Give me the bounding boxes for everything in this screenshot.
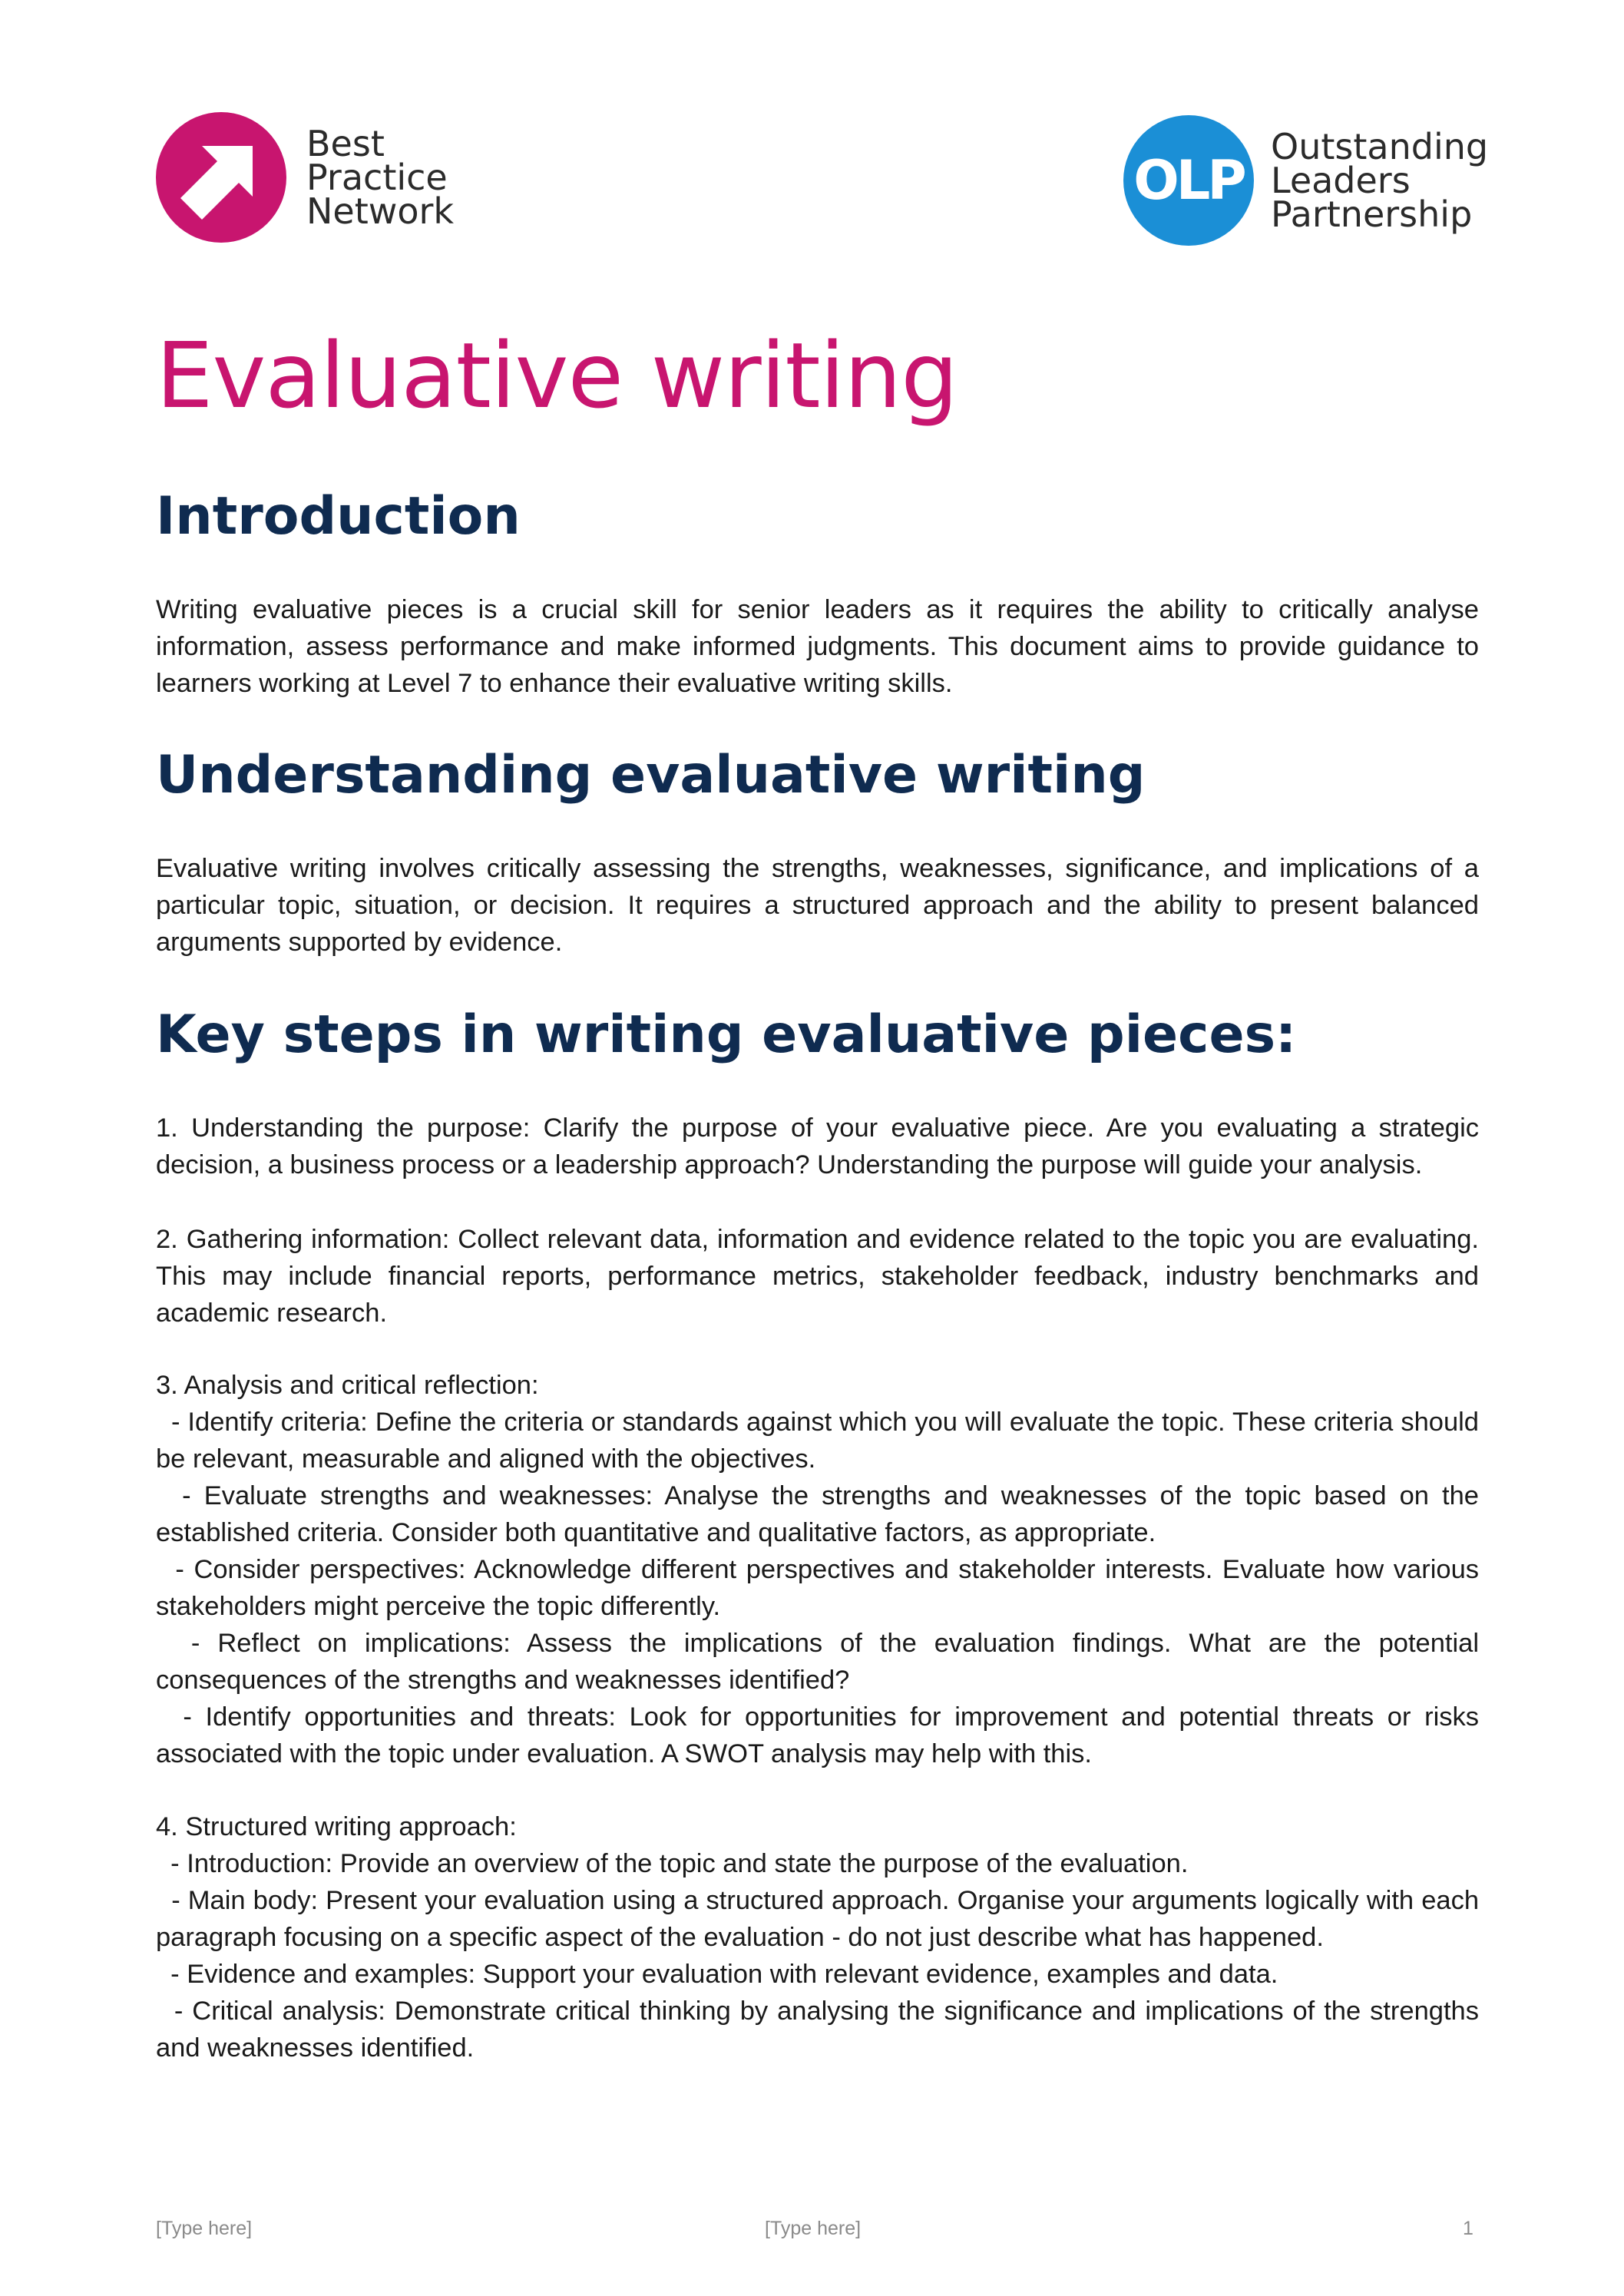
logo-left-text: Best Practice Network — [306, 123, 455, 232]
footer-left: [Type here] — [156, 2218, 253, 2239]
logo-right-text: Outstanding Leaders Partnership — [1271, 126, 1489, 235]
outstanding-leaders-partnership-logo — [1123, 115, 1488, 246]
step-4-block — [156, 1808, 1479, 2066]
step-1-paragraph: 1. Understanding the purpose: Clarify the purpose of your evaluative piece. Are you evaluating a strategic decision, a business process or a leadership approach? Understanding the purpose will guide your analysis. — [156, 1113, 1479, 1179]
heading-introduction: Introduction — [156, 486, 521, 547]
step-2-paragraph: 2. Gathering information: Collect relevant data, information and evidence related to the topic you are evaluating. This may include financial reports, performance metrics, stakeholder feedback, industry benchmarks and academic research. — [156, 1225, 1479, 1328]
step-3-block — [156, 1367, 1479, 1772]
understanding-paragraph: Evaluative writing involves critically assessing the strengths, weaknesses, significance, and implications of a particular topic, situation, or decision. It requires a structured approach and the ability to present balanced arguments supported by evidence. — [156, 854, 1479, 957]
heading-key-steps: Key steps in writing evaluative pieces: — [156, 1004, 1297, 1065]
best-practice-network-logo — [156, 112, 454, 243]
olp-mark: OLP — [1123, 115, 1254, 246]
introduction-paragraph: Writing evaluative pieces is a crucial skill for senior leaders as it requires the ability to critically analyse information, assess performance and make informed judgments. This document aims to provide guidance to learners working at Level 7 to enhance their evaluative writing skills. — [156, 595, 1479, 698]
list-item: - Introduction: Provide an overview of the topic and state the purpose of the evaluation. — [170, 1849, 1189, 1878]
arrow-up-right-icon — [156, 112, 286, 243]
step-4-title: 4. Structured writing approach: — [156, 1812, 517, 1841]
list-item: - Identify criteria: Define the criteria or standards against which you will evaluate the topic. These criteria should be relevant, measurable and aligned with the objectives. — [156, 1408, 1479, 1474]
list-item: - Evidence and examples: Support your evaluation with relevant evidence, examples and data. — [170, 1960, 1278, 1989]
page-number: 1 — [1463, 2218, 1474, 2239]
list-item: - Evaluate strengths and weaknesses: Analyse the strengths and weaknesses of the topic based on the established criteria. Consider both quantitative and qualitative factors, as appropriate. — [156, 1481, 1479, 1547]
document-title: Evaluative writing — [156, 323, 958, 428]
list-item: - Identify opportunities and threats: Look for opportunities for improvement and potential threats or risks associated with the topic under evaluation. A SWOT analysis may help with this. — [156, 1702, 1480, 1768]
list-item: - Reflect on implications: Assess the implications of the evaluation findings. What are the potential consequences of the strengths and weaknesses identified? — [156, 1629, 1480, 1695]
footer-center: [Type here] — [765, 2218, 862, 2239]
step-3-title: 3. Analysis and critical reflection: — [156, 1371, 539, 1400]
heading-understanding: Understanding evaluative writing — [156, 745, 1146, 806]
list-item: - Critical analysis: Demonstrate critical thinking by analysing the significance and implications of the strengths and weaknesses identified. — [156, 1997, 1479, 2063]
list-item: - Consider perspectives: Acknowledge different perspectives and stakeholder interests. Evaluate how various stakeholders might perceive the topic differently. — [156, 1555, 1480, 1621]
list-item: - Main body: Present your evaluation using a structured approach. Organise your arguments logically with each paragraph focusing on a specific aspect of the evaluation - do not just describe what has happened. — [156, 1886, 1480, 1952]
